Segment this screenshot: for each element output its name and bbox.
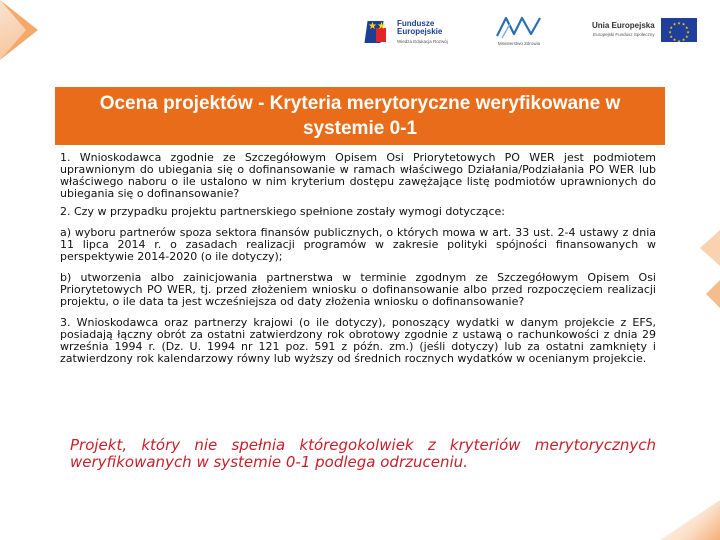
svg-text:★: ★ bbox=[681, 37, 685, 42]
decorative-chevron-right-small bbox=[706, 280, 720, 308]
svg-text:★: ★ bbox=[667, 29, 672, 35]
eu-flag-icon bbox=[661, 18, 697, 42]
svg-text:★: ★ bbox=[684, 33, 689, 39]
decorative-chevron-right bbox=[700, 230, 720, 266]
svg-text:★: ★ bbox=[672, 21, 676, 27]
fe-logo-line3: Wiedza Edukacja Rozwój bbox=[397, 39, 448, 44]
fe-logo-line1: Fundusze bbox=[397, 19, 435, 28]
fundusze-europejskie-mark-icon: ★★ bbox=[362, 18, 392, 48]
criterion-2a: a) wyboru partnerów spoza sektora finansów publicznych, o których mowa w art. 33 ust. 2-4 ustawy z dnia 11 lipca 2014 r. o zasadach realizacji programów w zakresie polityki spójności finansowanych w perspektywie 2014-2020 (o ile dotyczy); bbox=[60, 226, 656, 263]
title-banner bbox=[55, 87, 665, 145]
unia-europejska-logo bbox=[592, 18, 697, 42]
svg-text:★: ★ bbox=[669, 24, 673, 30]
decorative-corner-bottom-right bbox=[660, 500, 720, 540]
svg-text:★: ★ bbox=[684, 24, 689, 30]
ministerstwo-zdrowia-mark-icon bbox=[494, 14, 544, 40]
svg-text:★: ★ bbox=[669, 33, 673, 39]
svg-text:★: ★ bbox=[672, 37, 676, 42]
page-title: Ocena projektów - Kryteria merytoryczne weryfikowane w systemie 0-1 bbox=[99, 93, 621, 139]
svg-text:★: ★ bbox=[676, 38, 681, 42]
criterion-2b: b) utworzenia albo zainicjowania partnerstwa w terminie zgodnym ze Szczegółowym Opisem Osi Priorytetowych PO WER, tj. przed złożeniem wniosku o dofinansowanie albo przed rozpoczęciem realizacji projektu, o ile data ta jest wcześniejsza od daty złożenia wniosku o dofinansowanie? bbox=[60, 271, 656, 308]
ue-logo-line2: Europejski Fundusz Społeczny bbox=[593, 32, 655, 37]
logo-bar bbox=[362, 12, 712, 56]
svg-text:★: ★ bbox=[676, 20, 681, 26]
criterion-2: 2. Czy w przypadku projektu partnerskiego spełnione zostały wymogi dotyczące: bbox=[60, 205, 505, 218]
fundusze-europejskie-logo bbox=[362, 18, 448, 48]
svg-text:★: ★ bbox=[685, 29, 690, 35]
mz-logo-caption: Ministerstwo Zdrowia bbox=[497, 41, 541, 46]
criterion-1: 1. Wnioskodawca zgodnie ze Szczegółowym Opisem Osi Priorytetowych PO WER jest podmiotem uprawnionym do ubiegania się o dofinansowanie w ramach właściwego Działania/Podziałania PO WER lub właściwego naboru o ile ustalono w nim kryterium dostępu zawężające listę podmiotów uprawnionych do ubiegania się o dofinansowanie? bbox=[60, 151, 656, 200]
rejection-note: Projekt, który nie spełnia któregokolwiek z kryteriów merytorycznych weryfikowanych w systemie 0-1 podlega odrzuceniu. bbox=[70, 436, 656, 471]
ue-logo-line1: Unia Europejska bbox=[592, 21, 655, 30]
criterion-3: 3. Wnioskodawca oraz partnerzy krajowi (o ile dotyczy), ponoszący wydatki w danym projekcie z EFS, posiadają łączny obrót za ostatni zatwierdzony rok obrotowy zgodnie z ustawą o rachunkowości z dnia 29 września 1994 r. (Dz. U. 1994 nr 121 poz. 591 z późn. zm.) (jeśli dotyczy) lub za ostatni zamknięty i zatwierdzony rok kalendarzowy równy lub wyższy od średnich rocznych wydatków w ocenianym projekcie. bbox=[60, 316, 656, 365]
svg-text:★: ★ bbox=[681, 21, 685, 27]
fe-logo-line2: Europejskie bbox=[397, 27, 443, 36]
ministerstwo-zdrowia-logo bbox=[494, 14, 544, 46]
criteria-list bbox=[60, 152, 656, 365]
